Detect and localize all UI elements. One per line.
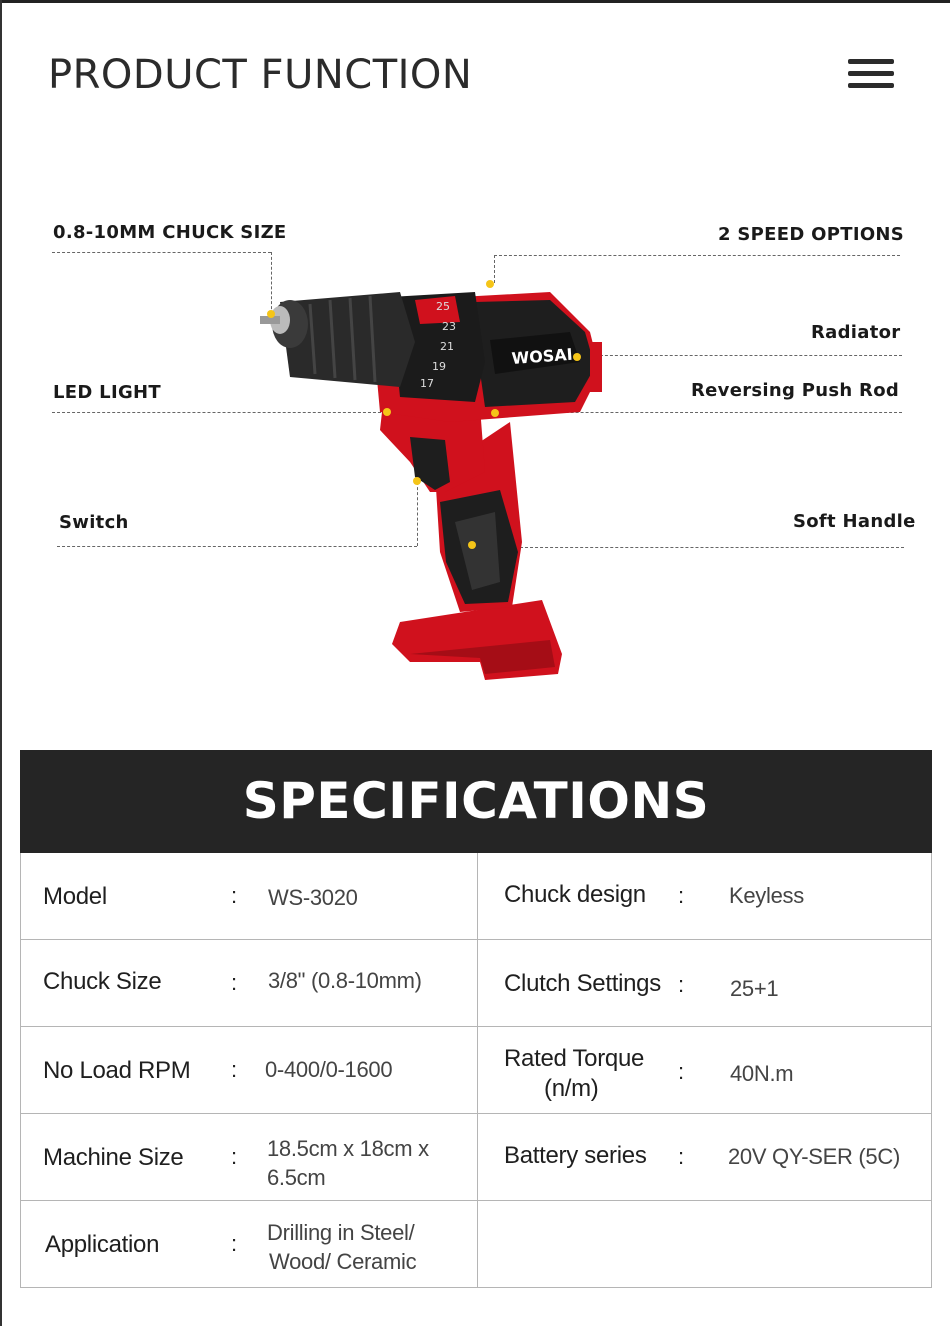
drill-image <box>250 262 620 692</box>
specifications-header <box>20 750 932 853</box>
marker-dot <box>491 409 499 417</box>
leader-line <box>52 252 271 253</box>
spec-value: 6.5cm <box>267 1165 326 1190</box>
spec-label: Application <box>45 1231 160 1258</box>
spec-colon: : <box>231 1144 238 1169</box>
marker-dot <box>573 353 581 361</box>
page-title: PRODUCT FUNCTION <box>48 52 473 98</box>
spec-label: Model <box>43 883 107 910</box>
spec-value: 0-400/0-1600 <box>265 1057 393 1082</box>
spec-value: 18.5cm x 18cm x <box>267 1136 429 1161</box>
spec-value: 20V QY-SER (5C) <box>728 1144 900 1169</box>
marker-dot <box>413 477 421 485</box>
spec-colon: : <box>231 970 238 995</box>
marker-dot <box>267 310 275 318</box>
table-row <box>21 1027 931 1114</box>
spec-label: Chuck design <box>504 881 646 908</box>
spec-colon: : <box>231 1057 238 1082</box>
specifications-table <box>20 853 932 1288</box>
callout-chuck-size: 0.8-10MM CHUCK SIZE <box>53 222 287 243</box>
leader-line <box>580 355 902 356</box>
hamburger-menu-icon[interactable] <box>848 56 894 92</box>
spec-value: 3/8" (0.8-10mm) <box>268 968 422 993</box>
callout-radiator: Radiator <box>811 322 901 343</box>
clutch-number: 17 <box>420 377 434 390</box>
left-border <box>0 0 2 1326</box>
spec-value: 40N.m <box>730 1061 794 1086</box>
brand-label: WOSAI <box>510 344 574 368</box>
spec-colon: : <box>678 1144 685 1169</box>
spec-label: Machine Size <box>43 1144 184 1171</box>
clutch-number: 21 <box>440 340 454 353</box>
spec-value: Drilling in Steel/ <box>267 1220 415 1245</box>
clutch-number: 25 <box>436 300 450 313</box>
spec-value: WS-3020 <box>268 885 358 910</box>
spec-colon: : <box>231 1231 238 1256</box>
spec-colon: : <box>231 883 238 908</box>
clutch-number: 23 <box>442 320 456 333</box>
marker-dot <box>383 408 391 416</box>
clutch-number: 19 <box>432 360 446 373</box>
callout-speed-options: 2 SPEED OPTIONS <box>718 224 905 245</box>
table-row <box>21 940 931 1027</box>
callout-led-light: LED LIGHT <box>53 382 161 403</box>
callout-reversing-push-rod: Reversing Push Rod <box>691 380 900 401</box>
callout-soft-handle: Soft Handle <box>793 511 916 532</box>
spec-label: Clutch Settings <box>504 970 661 997</box>
marker-dot <box>468 541 476 549</box>
spec-colon: : <box>678 883 685 908</box>
spec-value: Keyless <box>729 883 804 908</box>
spec-label: No Load RPM <box>43 1057 191 1084</box>
spec-label: Rated Torque <box>504 1045 645 1072</box>
spec-value: 25+1 <box>730 976 779 1001</box>
table-row <box>21 1114 931 1201</box>
spec-label: (n/m) <box>544 1075 599 1102</box>
leader-line <box>494 255 900 256</box>
marker-dot <box>486 280 494 288</box>
callout-switch: Switch <box>59 512 129 533</box>
spec-label: Battery series <box>504 1142 647 1169</box>
table-row <box>21 1201 931 1288</box>
spec-colon: : <box>678 1059 685 1084</box>
spec-value: Wood/ Ceramic <box>269 1249 417 1274</box>
spec-colon: : <box>678 972 685 997</box>
table-row <box>21 853 931 940</box>
spec-label: Chuck Size <box>43 968 162 995</box>
top-border <box>0 0 950 3</box>
specifications-title: SPECIFICATIONS <box>242 772 710 830</box>
